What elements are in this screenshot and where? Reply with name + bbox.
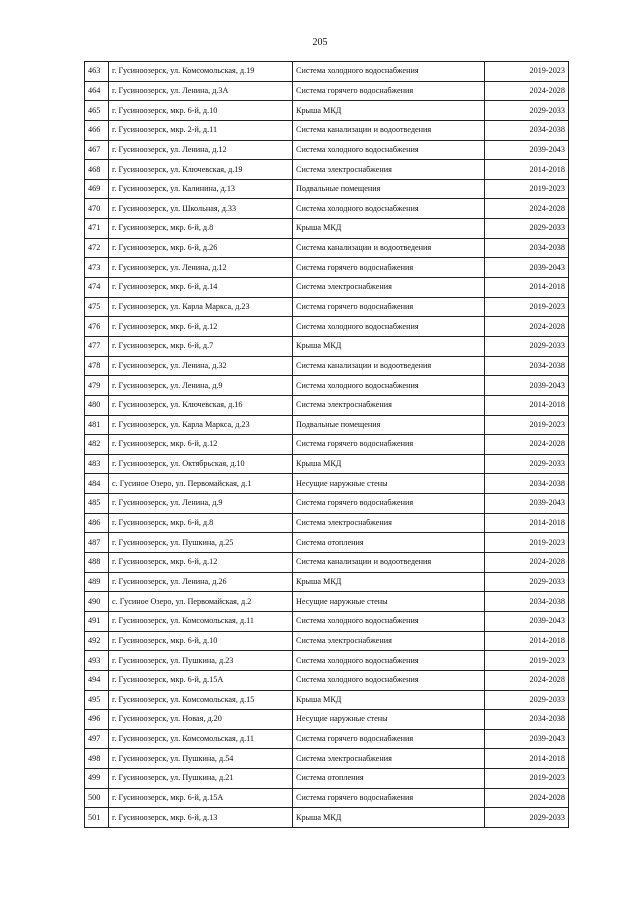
- table-row: [85, 336, 569, 356]
- address-cell: г. Гусиноозерск, ул. Октябрьская, д.10: [109, 454, 293, 474]
- row-number: 483: [85, 454, 109, 474]
- system-cell: Система электроснабжения: [293, 749, 485, 769]
- period-cell: 2039-2043: [485, 611, 569, 631]
- row-number: 470: [85, 199, 109, 219]
- table-row: [85, 729, 569, 749]
- address-cell: г. Гусиноозерск, ул. Пушкина, д.25: [109, 533, 293, 553]
- row-number: 484: [85, 474, 109, 494]
- row-number: 477: [85, 336, 109, 356]
- period-cell: 2029-2033: [485, 808, 569, 828]
- period-cell: 2034-2038: [485, 356, 569, 376]
- row-number: 485: [85, 494, 109, 514]
- system-cell: Система электроснабжения: [293, 631, 485, 651]
- system-cell: Система горячего водоснабжения: [293, 297, 485, 317]
- period-cell: 2024-2028: [485, 435, 569, 455]
- system-cell: Система холодного водоснабжения: [293, 199, 485, 219]
- period-cell: 2019-2023: [485, 297, 569, 317]
- table-row: [85, 317, 569, 337]
- table-row: [85, 278, 569, 298]
- address-cell: г. Гусиноозерск, ул. Школьная, д.33: [109, 199, 293, 219]
- address-cell: г. Гусиноозерск, ул. Ключевская, д.16: [109, 395, 293, 415]
- address-cell: г. Гусиноозерск, мкр. 6-й, д.12: [109, 553, 293, 573]
- period-cell: 2014-2018: [485, 631, 569, 651]
- table-row: [85, 238, 569, 258]
- system-cell: Крыша МКД: [293, 454, 485, 474]
- table-row: [85, 120, 569, 140]
- period-cell: 2014-2018: [485, 749, 569, 769]
- row-number: 469: [85, 179, 109, 199]
- address-cell: г. Гусиноозерск, ул. Комсомольская, д.19: [109, 62, 293, 82]
- table-row: [85, 690, 569, 710]
- period-cell: 2034-2038: [485, 710, 569, 730]
- table-row: [85, 631, 569, 651]
- period-cell: 2024-2028: [485, 81, 569, 101]
- row-number: 489: [85, 572, 109, 592]
- table-row: [85, 710, 569, 730]
- table-row: [85, 651, 569, 671]
- row-number: 476: [85, 317, 109, 337]
- address-cell: г. Гусиноозерск, ул. Ленина, д.12: [109, 140, 293, 160]
- period-cell: 2039-2043: [485, 376, 569, 396]
- row-number: 471: [85, 219, 109, 239]
- table-row: [85, 101, 569, 121]
- row-number: 481: [85, 415, 109, 435]
- table-row: [85, 81, 569, 101]
- address-cell: г. Гусиноозерск, мкр. 2-й, д.11: [109, 120, 293, 140]
- system-cell: Система холодного водоснабжения: [293, 376, 485, 396]
- address-cell: г. Гусиноозерск, ул. Комсомольская, д.15: [109, 690, 293, 710]
- period-cell: 2014-2018: [485, 513, 569, 533]
- table-row: [85, 533, 569, 553]
- system-cell: Система отопления: [293, 533, 485, 553]
- system-cell: Крыша МКД: [293, 336, 485, 356]
- system-cell: Система отопления: [293, 769, 485, 789]
- period-cell: 2024-2028: [485, 317, 569, 337]
- period-cell: 2024-2028: [485, 199, 569, 219]
- system-cell: Несущие наружные стены: [293, 474, 485, 494]
- system-cell: Несущие наружные стены: [293, 592, 485, 612]
- address-cell: с. Гусиное Озеро, ул. Первомайская, д.2: [109, 592, 293, 612]
- row-number: 497: [85, 729, 109, 749]
- address-cell: г. Гусиноозерск, ул. Калинина, д.13: [109, 179, 293, 199]
- table-row: [85, 749, 569, 769]
- repair-schedule-table: [84, 61, 569, 828]
- row-number: 494: [85, 670, 109, 690]
- system-cell: Крыша МКД: [293, 101, 485, 121]
- period-cell: 2029-2033: [485, 219, 569, 239]
- table-row: [85, 513, 569, 533]
- address-cell: г. Гусиноозерск, ул. Ленина, д.12: [109, 258, 293, 278]
- period-cell: 2019-2023: [485, 651, 569, 671]
- period-cell: 2029-2033: [485, 572, 569, 592]
- row-number: 498: [85, 749, 109, 769]
- system-cell: Система канализации и водоотведения: [293, 356, 485, 376]
- system-cell: Система канализации и водоотведения: [293, 238, 485, 258]
- system-cell: Система канализации и водоотведения: [293, 120, 485, 140]
- address-cell: г. Гусиноозерск, ул. Ленина, д.9: [109, 376, 293, 396]
- table-row: [85, 494, 569, 514]
- row-number: 486: [85, 513, 109, 533]
- system-cell: Система холодного водоснабжения: [293, 651, 485, 671]
- table-row: [85, 258, 569, 278]
- address-cell: г. Гусиноозерск, мкр. 6-й, д.15А: [109, 670, 293, 690]
- address-cell: г. Гусиноозерск, ул. Новая, д.20: [109, 710, 293, 730]
- row-number: 487: [85, 533, 109, 553]
- table-row: [85, 297, 569, 317]
- period-cell: 2014-2018: [485, 395, 569, 415]
- table-row: [85, 219, 569, 239]
- row-number: 475: [85, 297, 109, 317]
- period-cell: 2024-2028: [485, 670, 569, 690]
- period-cell: 2019-2023: [485, 179, 569, 199]
- row-number: 465: [85, 101, 109, 121]
- table-row: [85, 474, 569, 494]
- address-cell: г. Гусиноозерск, ул. Комсомольская, д.11: [109, 611, 293, 631]
- system-cell: Крыша МКД: [293, 690, 485, 710]
- address-cell: г. Гусиноозерск, ул. Пушкина, д.54: [109, 749, 293, 769]
- system-cell: Система холодного водоснабжения: [293, 670, 485, 690]
- address-cell: г. Гусиноозерск, мкр. 6-й, д.15А: [109, 788, 293, 808]
- address-cell: г. Гусиноозерск, ул. Ленина, д.26: [109, 572, 293, 592]
- row-number: 482: [85, 435, 109, 455]
- period-cell: 2019-2023: [485, 62, 569, 82]
- row-number: 473: [85, 258, 109, 278]
- table-row: [85, 62, 569, 82]
- system-cell: Система электроснабжения: [293, 278, 485, 298]
- row-number: 474: [85, 278, 109, 298]
- system-cell: Система холодного водоснабжения: [293, 140, 485, 160]
- table-row: [85, 356, 569, 376]
- system-cell: Подвальные помещения: [293, 179, 485, 199]
- address-cell: г. Гусиноозерск, мкр. 6-й, д.26: [109, 238, 293, 258]
- row-number: 480: [85, 395, 109, 415]
- address-cell: г. Гусиноозерск, мкр. 6-й, д.7: [109, 336, 293, 356]
- row-number: 478: [85, 356, 109, 376]
- address-cell: г. Гусиноозерск, мкр. 6-й, д.8: [109, 219, 293, 239]
- period-cell: 2034-2038: [485, 238, 569, 258]
- address-cell: г. Гусиноозерск, ул. Карла Маркса, д.23: [109, 297, 293, 317]
- row-number: 490: [85, 592, 109, 612]
- period-cell: 2024-2028: [485, 788, 569, 808]
- period-cell: 2039-2043: [485, 494, 569, 514]
- row-number: 479: [85, 376, 109, 396]
- row-number: 492: [85, 631, 109, 651]
- address-cell: г. Гусиноозерск, ул. Ленина, д.3А: [109, 81, 293, 101]
- row-number: 495: [85, 690, 109, 710]
- row-number: 496: [85, 710, 109, 730]
- period-cell: 2024-2028: [485, 553, 569, 573]
- table-row: [85, 808, 569, 828]
- address-cell: г. Гусиноозерск, ул. Ключевская, д.19: [109, 160, 293, 180]
- table-body: [85, 62, 569, 828]
- table-row: [85, 572, 569, 592]
- table-row: [85, 376, 569, 396]
- page-number: 205: [312, 37, 328, 48]
- address-cell: г. Гусиноозерск, мкр. 6-й, д.12: [109, 317, 293, 337]
- period-cell: 2034-2038: [485, 592, 569, 612]
- address-cell: г. Гусиноозерск, мкр. 6-й, д.10: [109, 101, 293, 121]
- row-number: 500: [85, 788, 109, 808]
- address-cell: г. Гусиноозерск, ул. Комсомольская, д.11: [109, 729, 293, 749]
- address-cell: с. Гусиное Озеро, ул. Первомайская, д.1: [109, 474, 293, 494]
- table-row: [85, 788, 569, 808]
- period-cell: 2039-2043: [485, 140, 569, 160]
- system-cell: Система горячего водоснабжения: [293, 729, 485, 749]
- row-number: 491: [85, 611, 109, 631]
- row-number: 467: [85, 140, 109, 160]
- system-cell: Система канализации и водоотведения: [293, 553, 485, 573]
- table-row: [85, 415, 569, 435]
- address-cell: г. Гусиноозерск, ул. Ленина, д.32: [109, 356, 293, 376]
- period-cell: 2014-2018: [485, 160, 569, 180]
- system-cell: Система горячего водоснабжения: [293, 788, 485, 808]
- period-cell: 2029-2033: [485, 454, 569, 474]
- system-cell: Система холодного водоснабжения: [293, 317, 485, 337]
- system-cell: Система горячего водоснабжения: [293, 494, 485, 514]
- table-row: [85, 553, 569, 573]
- table-row: [85, 454, 569, 474]
- period-cell: 2019-2023: [485, 533, 569, 553]
- period-cell: 2014-2018: [485, 278, 569, 298]
- period-cell: 2034-2038: [485, 120, 569, 140]
- system-cell: Система электроснабжения: [293, 160, 485, 180]
- row-number: 472: [85, 238, 109, 258]
- row-number: 466: [85, 120, 109, 140]
- row-number: 488: [85, 553, 109, 573]
- system-cell: Крыша МКД: [293, 219, 485, 239]
- system-cell: Система холодного водоснабжения: [293, 611, 485, 631]
- system-cell: Система горячего водоснабжения: [293, 258, 485, 278]
- system-cell: Система электроснабжения: [293, 395, 485, 415]
- period-cell: 2029-2033: [485, 690, 569, 710]
- table-row: [85, 395, 569, 415]
- period-cell: 2039-2043: [485, 258, 569, 278]
- table-row: [85, 140, 569, 160]
- period-cell: 2034-2038: [485, 474, 569, 494]
- system-cell: Система горячего водоснабжения: [293, 435, 485, 455]
- table-row: [85, 769, 569, 789]
- system-cell: Несущие наружные стены: [293, 710, 485, 730]
- period-cell: 2019-2023: [485, 415, 569, 435]
- table-row: [85, 670, 569, 690]
- address-cell: г. Гусиноозерск, мкр. 6-й, д.10: [109, 631, 293, 651]
- table-row: [85, 160, 569, 180]
- period-cell: 2029-2033: [485, 101, 569, 121]
- row-number: 468: [85, 160, 109, 180]
- system-cell: Крыша МКД: [293, 808, 485, 828]
- table-row: [85, 199, 569, 219]
- period-cell: 2039-2043: [485, 729, 569, 749]
- address-cell: г. Гусиноозерск, мкр. 6-й, д.14: [109, 278, 293, 298]
- address-cell: г. Гусиноозерск, мкр. 6-й, д.8: [109, 513, 293, 533]
- period-cell: 2019-2023: [485, 769, 569, 789]
- table-row: [85, 592, 569, 612]
- address-cell: г. Гусиноозерск, ул. Пушкина, д.21: [109, 769, 293, 789]
- system-cell: Система холодного водоснабжения: [293, 62, 485, 82]
- period-cell: 2029-2033: [485, 336, 569, 356]
- address-cell: г. Гусиноозерск, ул. Пушкина, д.23: [109, 651, 293, 671]
- table-row: [85, 179, 569, 199]
- system-cell: Подвальные помещения: [293, 415, 485, 435]
- row-number: 501: [85, 808, 109, 828]
- address-cell: г. Гусиноозерск, ул. Ленина, д.9: [109, 494, 293, 514]
- address-cell: г. Гусиноозерск, ул. Карла Маркса, д.23: [109, 415, 293, 435]
- table-row: [85, 435, 569, 455]
- address-cell: г. Гусиноозерск, мкр. 6-й, д.13: [109, 808, 293, 828]
- system-cell: Система горячего водоснабжения: [293, 81, 485, 101]
- row-number: 464: [85, 81, 109, 101]
- system-cell: Крыша МКД: [293, 572, 485, 592]
- row-number: 499: [85, 769, 109, 789]
- table-row: [85, 611, 569, 631]
- address-cell: г. Гусиноозерск, мкр. 6-й, д.12: [109, 435, 293, 455]
- row-number: 463: [85, 62, 109, 82]
- row-number: 493: [85, 651, 109, 671]
- system-cell: Система электроснабжения: [293, 513, 485, 533]
